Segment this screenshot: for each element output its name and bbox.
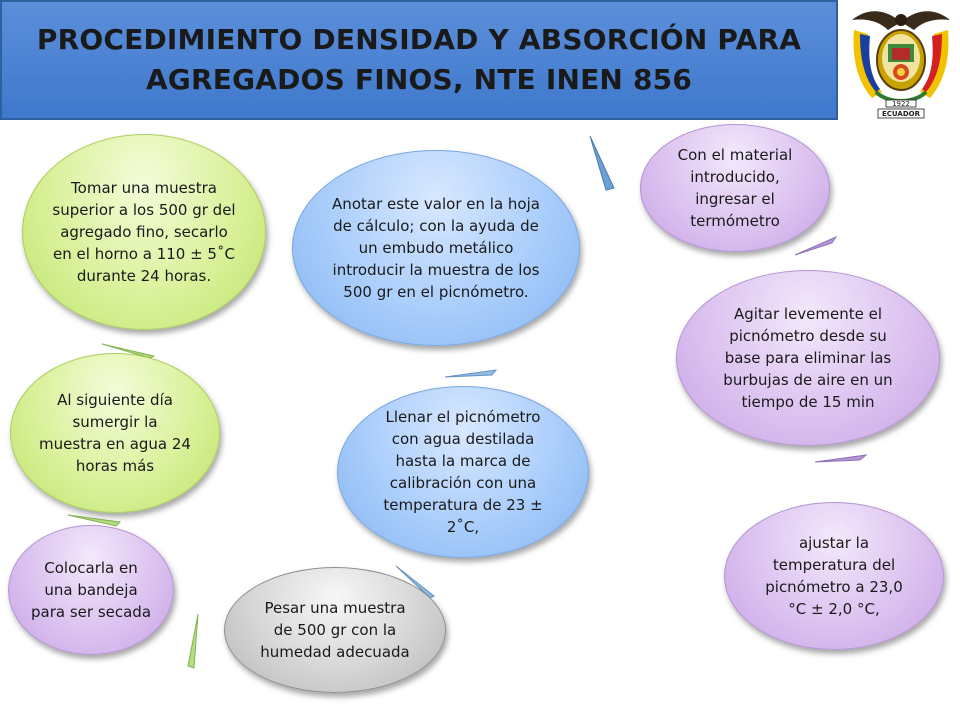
- emblem-year: 1922: [892, 100, 910, 108]
- title-line-1: PROCEDIMIENTO DENSIDAD Y ABSORCIÓN PARA: [36, 23, 802, 56]
- step-anotar: [292, 150, 580, 346]
- step-agitar: [676, 270, 940, 446]
- connector-arrow-6: [188, 614, 198, 668]
- step-anotar-text: Anotar este valor en la hoja de cálculo; con la ayuda de un embudo metálico introducir la muestra de los 500 gr en el picnómetro.: [332, 195, 540, 301]
- step-termometro-text: Con el material introducido, ingresar el termómetro: [677, 146, 793, 230]
- step-bandeja: [8, 525, 174, 655]
- title-banner: [0, 0, 838, 120]
- step-llenar: [337, 386, 589, 558]
- step-pesar: [224, 567, 446, 693]
- emblem-country: ECUADOR: [882, 110, 920, 118]
- step-tomar-muestra: [22, 134, 266, 330]
- step-agitar-text: Agitar levemente el picnómetro desde su base para eliminar las burbujas de aire en un tiempo de 15 min: [723, 305, 893, 411]
- step-termometro: [640, 124, 830, 252]
- step-ajustar: [724, 502, 944, 650]
- step-llenar-text: Llenar el picnómetro con agua destilada hasta la marca de calibración con una temperatura de 23 ± 2˚C,: [383, 408, 543, 536]
- connector-arrow-1: [590, 136, 614, 190]
- connector-arrow-4: [445, 370, 496, 377]
- page-title: [19, 20, 819, 100]
- step-sumergir-text: Al siguiente día sumergir la muestra en agua 24 horas más: [39, 391, 191, 475]
- step-sumergir: [10, 353, 220, 513]
- step-ajustar-text: ajustar la temperatura del picnómetro a 23,0 °C ± 2,0 °C,: [765, 534, 903, 618]
- step-bandeja-text: Colocarla en una bandeja para ser secada: [31, 559, 152, 621]
- title-line-2: AGREGADOS FINOS, NTE INEN 856: [145, 63, 693, 96]
- connector-arrow-2: [795, 237, 836, 255]
- connector-arrow-3: [815, 455, 866, 462]
- step-pesar-text: Pesar una muestra de 500 gr con la humedad adecuada: [260, 599, 410, 661]
- step-tomar-muestra-text: Tomar una muestra superior a los 500 gr del agregado fino, secarlo en el horno a 110 ± 5˚C durante 24 horas.: [52, 179, 236, 285]
- ecuador-coat-of-arms-icon: [842, 0, 960, 124]
